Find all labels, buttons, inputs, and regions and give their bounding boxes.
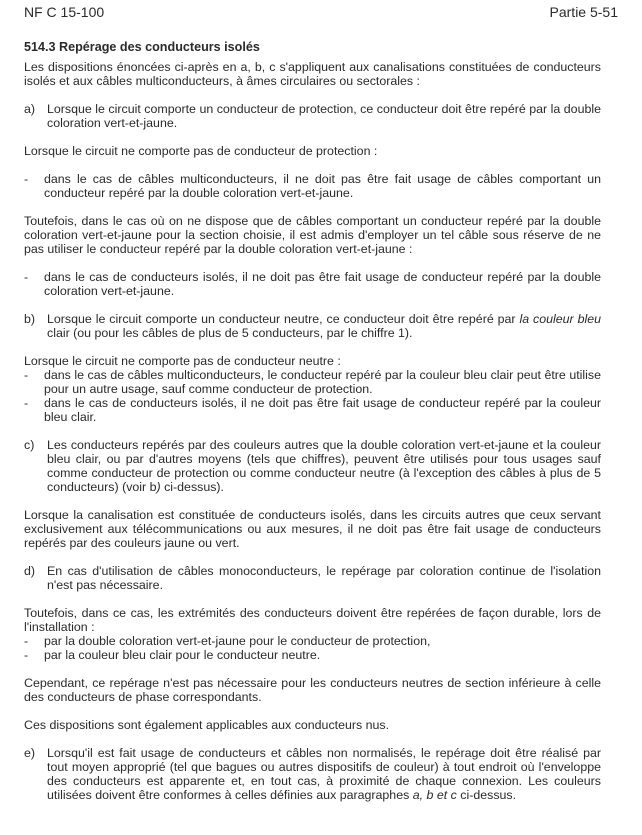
dash-marker: - xyxy=(24,172,29,186)
item-b-dash-2-text: dans le cas de conducteurs isolés, il ne doit pas être fait usage de conducteur repéré par la couleur bleu clair. xyxy=(44,396,601,424)
item-b-text-part: Lorsque le circuit comporte un conducteur neutre, ce conducteur doit être repéré par xyxy=(47,312,520,326)
dash-marker: - xyxy=(24,634,29,648)
item-marker: a) xyxy=(24,102,36,116)
item-a-dash-2-text: dans le cas de conducteurs isolés, il ne doit pas être fait usage de conducteur repéré par la double coloration vert-et-jaune. xyxy=(44,270,601,298)
page-header xyxy=(24,4,618,20)
item-c-text-italic: ) xyxy=(156,480,161,494)
item-a xyxy=(24,102,601,130)
item-a-dash-1 xyxy=(24,172,601,200)
item-b-text-italic: la couleur bleu xyxy=(519,312,601,326)
dash-marker: - xyxy=(24,648,29,662)
part-reference: Partie 5-51 xyxy=(549,4,618,20)
item-b-dash-1-text: dans le cas de câbles multiconducteurs, le conducteur repéré par la couleur bleu clair peut être utilise pour un autre usage, sauf comme conducteur de protection. xyxy=(44,368,601,396)
item-c xyxy=(24,438,601,494)
item-c-text-part: Les conducteurs repérés par des couleurs autres que la double coloration vert-et-jaune et la couleur bleu clair, ou par d'autres moyens (tels que chiffres), peuvent être utilisés pour tous usages sauf comme conducteur de protection ou comme conducteur neutre (à l'exception des câbles à plus de 5 conducteurs) (voir b xyxy=(47,438,601,494)
item-d-exception: Cependant, ce repérage n'est pas nécessaire pour les conducteurs neutres de section inférieure à celle des conducteurs de phase correspondants. xyxy=(24,676,601,704)
item-b-sub-intro: Lorsque le circuit ne comporte pas de conducteur neutre : xyxy=(24,354,341,368)
item-a-dash-2 xyxy=(24,270,601,298)
item-a-text: Lorsque le circuit comporte un conducteur de protection, ce conducteur doit être repéré par la double coloration vert-et-jaune. xyxy=(47,102,601,130)
dash-marker: - xyxy=(24,270,29,284)
item-d-dash-1 xyxy=(24,634,601,648)
item-c-note: Lorsque la canalisation est constituée de conducteurs isolés, dans les circuits autres que ceux servant exclusivement aux télécommunications ou aux mesures, il ne doit pas être fait usage de conducteurs repérés par des couleurs jaune ou vert. xyxy=(24,508,601,550)
item-d-however: Toutefois, dans ce cas, les extrémités des conducteurs doivent être repérées de façon durable, lors de l'installation : xyxy=(24,606,601,634)
document-body xyxy=(24,40,601,802)
item-a-however: Toutefois, dans le cas où on ne dispose que de câbles comportant un conducteur repéré par la double coloration vert-et-jaune pour la section choisie, il est admis d'employer un tel câble sous réserve de ne pas utiliser le conducteur repéré par la double coloration vert-et-jaune : xyxy=(24,214,601,256)
item-marker: e) xyxy=(24,746,36,760)
section-intro: Les dispositions énoncées ci-après en a, b, c s'appliquent aux canalisations constituées de conducteurs isolés et aux câbles multiconducteurs, à âmes circulaires ou sectorales : xyxy=(24,60,601,88)
item-d-text: En cas d'utilisation de câbles monoconducteurs, le repérage par coloration continue de l'isolation n'est pas nécessaire. xyxy=(47,564,601,592)
item-d-bare-conductors: Ces dispositions sont également applicables aux conducteurs nus. xyxy=(24,718,390,732)
item-e-text-part: Lorsqu'il est fait usage de conducteurs et câbles non normalisés, le repérage doit être réalisé par tout moyen approprié (tel que bagues ou autres dispositifs de couleur) à tout endroit où l'enveloppe des conducteurs est apparente et, en tout cas, à proximité de chaque connexion. Les couleurs utilisées doivent être conformes à celles définies aux paragraphes xyxy=(47,746,601,802)
standard-reference: NF C 15-100 xyxy=(24,4,105,20)
item-b xyxy=(24,312,601,340)
section-title: 514.3 Repérage des conducteurs isolés xyxy=(24,40,260,54)
dash-marker: - xyxy=(24,396,29,410)
item-d-dash-2-text: par la couleur bleu clair pour le conducteur neutre. xyxy=(44,648,321,662)
item-b-dash-1 xyxy=(24,368,601,396)
item-d-dash-1-text: par la double coloration vert-et-jaune pour le conducteur de protection, xyxy=(44,634,431,648)
item-marker: c) xyxy=(24,438,35,452)
item-marker: d) xyxy=(24,564,36,578)
item-marker: b) xyxy=(24,312,36,326)
item-b-text-part: clair (ou pour les câbles de plus de 5 conducteurs, par le chiffre 1). xyxy=(47,326,413,340)
item-e-text-italic: a, b et c xyxy=(412,788,457,802)
item-e xyxy=(24,746,601,802)
item-d xyxy=(24,564,601,592)
item-b-text xyxy=(47,312,601,340)
item-a-dash-1-text: dans le cas de câbles multiconducteurs, il ne doit pas être fait usage de câbles comportant un conducteur repéré par la double coloration vert-et-jaune. xyxy=(44,172,601,200)
item-c-text-part: ci-dessus). xyxy=(160,480,224,494)
item-c-text xyxy=(47,438,601,494)
item-b-dash-2 xyxy=(24,396,601,424)
item-d-dash-2 xyxy=(24,648,601,662)
item-e-text xyxy=(47,746,601,802)
dash-marker: - xyxy=(24,368,29,382)
item-a-sub-intro: Lorsque le circuit ne comporte pas de conducteur de protection : xyxy=(24,144,378,158)
item-e-text-part: ci-dessus. xyxy=(456,788,517,802)
